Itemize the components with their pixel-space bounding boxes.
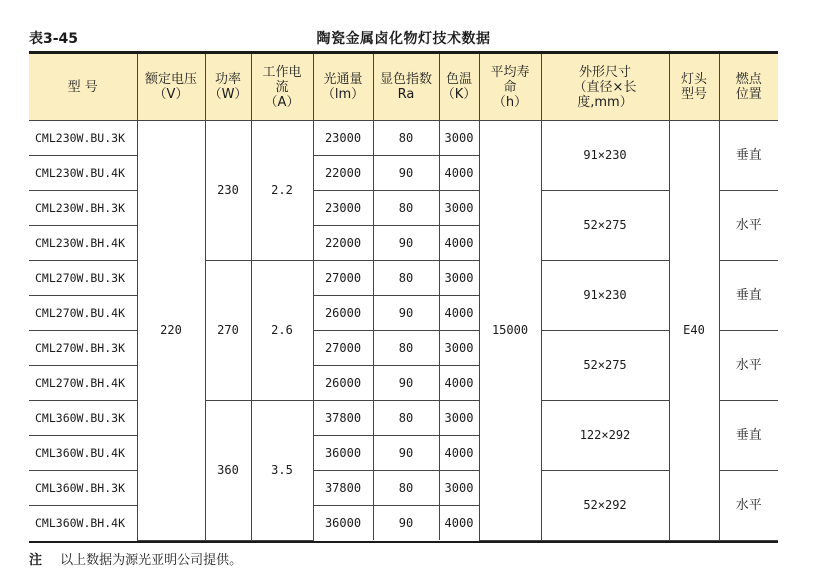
header-model (29, 54, 137, 121)
header-line: 显色指数 (379, 72, 432, 87)
cell-power: 270 (205, 261, 251, 401)
cell-dimensions: 91×230 (541, 121, 669, 191)
cell-model: CML360W.BH.4K (29, 506, 137, 541)
header-line: （h） (492, 94, 528, 110)
cell-base: E40 (669, 121, 719, 541)
header-power (205, 54, 251, 121)
header-line: （K） (441, 87, 477, 102)
header-line: 流 (275, 79, 289, 95)
cell-cct: 4000 (439, 296, 479, 331)
cell-position: 水平 (719, 191, 778, 261)
cell-ra: 80 (373, 401, 439, 436)
header-line: 工作电 (262, 64, 302, 80)
cell-cct: 4000 (439, 506, 479, 541)
cell-position: 水平 (719, 471, 778, 541)
cell-voltage: 220 (137, 121, 205, 541)
header-flux (313, 54, 373, 121)
header-line: Ra (397, 87, 415, 102)
cell-model: CML360W.BH.3K (29, 471, 137, 506)
cell-model: CML270W.BH.3K (29, 331, 137, 366)
cell-flux: 37800 (313, 471, 373, 506)
cell-flux: 22000 (313, 156, 373, 191)
cell-model: CML360W.BU.4K (29, 436, 137, 471)
cell-dimensions: 52×275 (541, 331, 669, 401)
cell-cct: 3000 (439, 401, 479, 436)
header-current (251, 54, 313, 121)
cell-cct: 3000 (439, 191, 479, 226)
header-line: 色温 (445, 72, 472, 87)
header-line: （lm） (321, 87, 365, 102)
cell-position: 水平 (719, 331, 778, 401)
cell-model: CML230W.BH.4K (29, 226, 137, 261)
header-line: 功率 (214, 72, 241, 87)
cell-power: 230 (205, 121, 251, 261)
header-line: 型号 (680, 87, 707, 102)
cell-model: CML270W.BU.3K (29, 261, 137, 296)
lamp-spec-table (29, 54, 778, 541)
cell-dimensions: 122×292 (541, 401, 669, 471)
cell-flux: 23000 (313, 191, 373, 226)
cell-model: CML230W.BH.3K (29, 191, 137, 226)
note-text: 以上数据为源光亚明公司提供。 (60, 553, 243, 568)
data-table-wrapper (29, 51, 778, 543)
header-line: （V） (153, 87, 189, 102)
cell-cct: 4000 (439, 366, 479, 401)
cell-model: CML270W.BH.4K (29, 366, 137, 401)
header-line: （W） (208, 87, 248, 102)
cell-ra: 90 (373, 366, 439, 401)
cell-power: 360 (205, 401, 251, 541)
header-cct (439, 54, 479, 121)
cell-ra: 90 (373, 226, 439, 261)
cell-ra: 80 (373, 261, 439, 296)
cell-flux: 26000 (313, 296, 373, 331)
cell-current: 2.6 (251, 261, 313, 401)
cell-model: CML230W.BU.4K (29, 156, 137, 191)
header-base (669, 54, 719, 121)
cell-ra: 90 (373, 436, 439, 471)
cell-ra: 90 (373, 296, 439, 331)
cell-model: CML230W.BU.3K (29, 121, 137, 156)
header-line: 灯头 (680, 72, 707, 87)
cell-flux: 37800 (313, 401, 373, 436)
cell-position: 垂直 (719, 261, 778, 331)
cell-flux: 23000 (313, 121, 373, 156)
cell-position: 垂直 (719, 401, 778, 471)
cell-flux: 36000 (313, 436, 373, 471)
header-ra (373, 54, 439, 121)
cell-cct: 3000 (439, 471, 479, 506)
cell-dimensions: 91×230 (541, 261, 669, 331)
header-dimensions (541, 54, 669, 121)
header-row (29, 54, 778, 121)
cell-ra: 80 (373, 191, 439, 226)
header-line: 位置 (735, 87, 762, 102)
header-position (719, 54, 778, 121)
cell-ra: 90 (373, 156, 439, 191)
header-line: 外形尺寸 (578, 64, 631, 80)
cell-cct: 4000 (439, 156, 479, 191)
cell-ra: 80 (373, 331, 439, 366)
header-line: （直径×长 (573, 79, 637, 95)
cell-flux: 22000 (313, 226, 373, 261)
cell-ra: 80 (373, 471, 439, 506)
cell-ra: 90 (373, 506, 439, 541)
table-note (29, 549, 242, 568)
header-line: （A） (264, 94, 300, 110)
cell-model: CML270W.BU.4K (29, 296, 137, 331)
header-life (479, 54, 541, 121)
cell-flux: 26000 (313, 366, 373, 401)
table-caption (29, 26, 778, 48)
cell-cct: 3000 (439, 261, 479, 296)
header-line: 燃点 (735, 72, 762, 87)
table-number: 表3-45 (29, 31, 79, 47)
cell-cct: 3000 (439, 121, 479, 156)
table-title: 陶瓷金属卤化物灯技术数据 (316, 31, 491, 47)
header-line: 度,mm） (577, 94, 633, 110)
cell-current: 2.2 (251, 121, 313, 261)
cell-flux: 36000 (313, 506, 373, 541)
cell-life: 15000 (479, 121, 541, 541)
cell-cct: 4000 (439, 226, 479, 261)
cell-flux: 27000 (313, 261, 373, 296)
note-label: 注 (29, 553, 43, 568)
header-voltage (137, 54, 205, 121)
cell-position: 垂直 (719, 121, 778, 191)
table-body (29, 121, 778, 541)
header-line: 型 号 (67, 79, 98, 95)
header-line: 命 (503, 79, 517, 95)
header-line: 额定电压 (144, 72, 197, 87)
table-row (29, 121, 778, 156)
header-line: 光通量 (323, 72, 363, 87)
cell-cct: 4000 (439, 436, 479, 471)
cell-dimensions: 52×275 (541, 191, 669, 261)
cell-model: CML360W.BU.3K (29, 401, 137, 436)
cell-ra: 80 (373, 121, 439, 156)
cell-flux: 27000 (313, 331, 373, 366)
header-line: 平均寿 (490, 64, 530, 80)
cell-current: 3.5 (251, 401, 313, 541)
cell-cct: 3000 (439, 331, 479, 366)
cell-dimensions: 52×292 (541, 471, 669, 541)
table-bottom-rule (29, 541, 778, 543)
